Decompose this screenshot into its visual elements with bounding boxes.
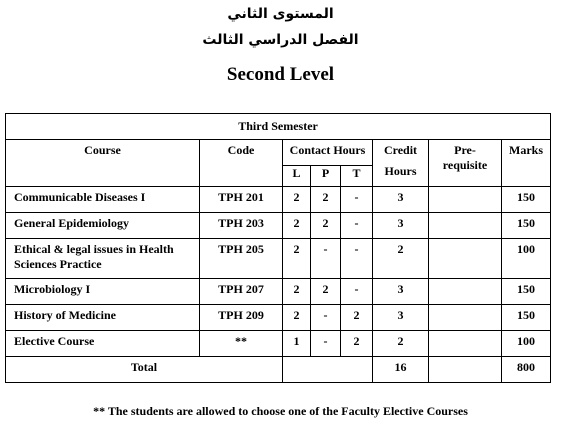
prerequisite [429,331,502,357]
tutorial-hours: - [341,187,373,213]
header-prerequisite: Pre- requisite [429,140,502,187]
tutorial-hours: - [341,279,373,305]
marks: 150 [502,279,551,305]
lecture-hours: 2 [283,187,311,213]
total-marks: 800 [502,357,551,383]
credit-hours: 3 [373,279,429,305]
arabic-semester-heading: الفصل الدراسي الثالث [202,32,359,48]
course-table [5,113,551,383]
course-code: TPH 209 [200,305,283,331]
marks: 100 [502,239,551,279]
practical-hours: 2 [311,213,341,239]
header-l: L [283,166,311,187]
practical-hours: 2 [311,279,341,305]
table-row [6,239,551,279]
credit-hours: 3 [373,305,429,331]
course-code: ** [200,331,283,357]
practical-hours: - [311,305,341,331]
lecture-hours: 1 [283,331,311,357]
table-row [6,213,551,239]
credit-hours: 2 [373,331,429,357]
course-code: TPH 205 [200,239,283,279]
course-name: Microbiology I [6,279,200,305]
total-contact-empty [283,357,373,383]
marks: 150 [502,187,551,213]
header-credit-hours: Credit Hours [373,140,429,187]
tutorial-hours: - [341,213,373,239]
tutorial-hours: - [341,239,373,279]
course-code: TPH 201 [200,187,283,213]
marks: 150 [502,213,551,239]
header-t: T [341,166,373,187]
course-code: TPH 207 [200,279,283,305]
prerequisite [429,187,502,213]
course-name: History of Medicine [6,305,200,331]
total-label: Total [6,357,283,383]
lecture-hours: 2 [283,305,311,331]
table-row [6,187,551,213]
header-code: Code [200,140,283,187]
marks: 150 [502,305,551,331]
credit-hours: 3 [373,213,429,239]
prerequisite [429,279,502,305]
credit-hours: 2 [373,239,429,279]
footnote: ** The students are allowed to choose one of the Faculty Elective Courses [93,404,468,418]
prerequisite [429,213,502,239]
practical-hours: 2 [311,187,341,213]
lecture-hours: 2 [283,279,311,305]
prerequisite [429,305,502,331]
course-name: Elective Course [6,331,200,357]
course-name: Communicable Diseases I [6,187,200,213]
table-row [6,305,551,331]
lecture-hours: 2 [283,239,311,279]
level-title: Second Level [226,64,335,85]
total-prereq-empty [429,357,502,383]
course-name: Ethical & legal issues in Health Sciences Practice [6,239,200,279]
arabic-level-heading: المستوى الثاني [227,6,334,22]
practical-hours: - [311,239,341,279]
credit-hours: 3 [373,187,429,213]
header-p: P [311,166,341,187]
header-contact-hours: Contact Hours [283,140,373,166]
tutorial-hours: 2 [341,305,373,331]
table-row [6,331,551,357]
header-course: Course [6,140,200,187]
header-marks: Marks [502,140,551,187]
total-credit: 16 [373,357,429,383]
tutorial-hours: 2 [341,331,373,357]
marks: 100 [502,331,551,357]
table-row [6,279,551,305]
prerequisite [429,239,502,279]
practical-hours: - [311,331,341,357]
course-code: TPH 203 [200,213,283,239]
lecture-hours: 2 [283,213,311,239]
semester-title: Third Semester [6,114,551,140]
total-row [6,357,551,383]
course-name: General Epidemiology [6,213,200,239]
